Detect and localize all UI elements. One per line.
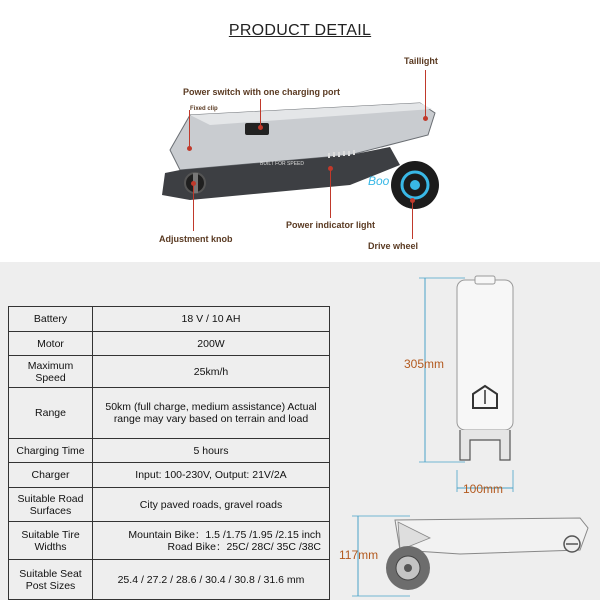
table-row [9,560,330,600]
side-height-dimension-label: 117mm [339,548,379,562]
spec-label: Range [9,388,93,439]
taillight-leader [425,70,426,118]
spec-label: Charging Time [9,439,93,463]
brand-text: Boo [368,174,390,188]
power-switch-leader [260,99,261,127]
height-dimension-label: 305mm [404,357,445,371]
spec-label: Suitable Seat Post Sizes [9,560,93,600]
table-row [9,307,330,332]
product-photo [150,95,450,220]
adjustment-knob-label: Adjustment knob [159,234,233,244]
spec-value [93,522,330,560]
fixed-clip-leader [189,110,190,148]
spec-label: Suitable Road Surfaces [9,488,93,522]
spec-value: 200W [93,332,330,356]
width-dimension-label: 100mm [463,482,504,496]
table-row [9,439,330,463]
front-view-drawing [405,270,595,505]
power-indicator-label: Power indicator light [286,220,376,230]
taillight-dot [423,116,428,121]
adjustment-knob-dot [191,181,196,186]
spec-label: Charger [9,463,93,488]
spec-value: Input: 100-230V, Output: 21V/2A [93,463,330,488]
drive-wheel-leader [412,200,413,239]
power-switch-dot [258,125,263,130]
table-row [9,388,330,439]
spec-value: 50km (full charge, medium assistance) Actual range may vary based on terrain and load [93,388,330,439]
spec-label: Maximum Speed [9,356,93,388]
fixed-clip-dot [187,146,192,151]
power-switch-label: Power switch with one charging port [183,87,341,97]
power-indicator-dot [328,166,333,171]
spec-table [8,306,330,600]
taillight-label: Taillight [404,56,438,66]
fixed-clip-label: Fixed clip [190,106,218,112]
drive-wheel-dot [410,198,415,203]
drive-wheel-label: Drive wheel [368,241,419,251]
table-row [9,488,330,522]
spec-value: 25km/h [93,356,330,388]
spec-label: Battery [9,307,93,332]
table-row [9,332,330,356]
spec-value-line: Road Bike：25C/ 28C/ 35C /38C [167,540,321,553]
adjustment-knob-leader [193,183,194,231]
table-row [9,463,330,488]
page-title: PRODUCT DETAIL [228,22,372,39]
power-indicator-leader [330,168,331,218]
spec-value: 5 hours [93,439,330,463]
spec-value-line: Mountain Bike：1.5 /1.75 /1.95 /2.15 inch [128,528,321,541]
side-view-drawing [340,510,595,600]
spec-label: Suitable Tire Widths [9,522,93,560]
built-for-speed-text: BUILT FOR SPEED [260,161,304,167]
spec-value: City paved roads, gravel roads [93,488,330,522]
table-row [9,356,330,388]
table-row [9,522,330,560]
spec-value: 25.4 / 27.2 / 28.6 / 30.4 / 30.8 / 31.6 mm [93,560,330,600]
spec-value: 18 V / 10 AH [93,307,330,332]
spec-label: Motor [9,332,93,356]
